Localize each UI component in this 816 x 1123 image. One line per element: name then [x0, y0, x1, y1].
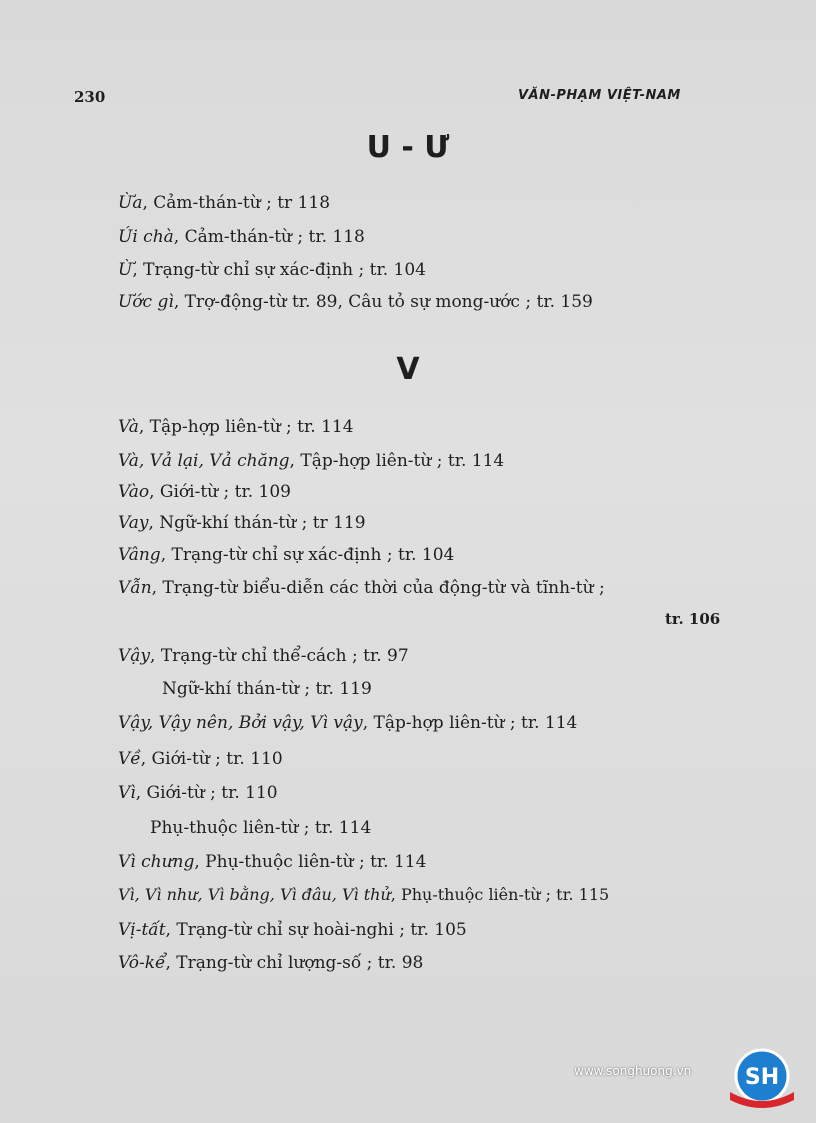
- entry-description: , Ngữ-khí thán-từ ; tr 119: [148, 513, 366, 533]
- entry-description: , Trạng-từ biểu-diễn các thời của động-từ và tĩnh-từ ;: [151, 578, 605, 598]
- entry-term: Vẫn: [118, 578, 152, 598]
- entry-description: Phụ-thuộc liên-từ ; tr. 114: [150, 818, 372, 838]
- index-entry: [118, 482, 291, 502]
- entry-term: Ừ: [118, 260, 133, 280]
- index-entry: [118, 885, 609, 904]
- entry-term: Vào: [118, 482, 150, 502]
- index-entry: [118, 578, 605, 598]
- entry-term: Về: [118, 749, 141, 769]
- entry-description: , Cảm-thán-từ ; tr. 118: [173, 227, 365, 247]
- index-entry: [118, 852, 426, 872]
- entry-description: , Giới-từ ; tr. 110: [135, 783, 278, 803]
- index-entry: [118, 545, 454, 565]
- entry-continuation: [665, 610, 720, 628]
- index-entry: [118, 193, 330, 213]
- entry-description: , Giới-từ ; tr. 109: [149, 482, 291, 502]
- entry-term: Ừa: [118, 193, 143, 213]
- entry-description: , Tập-hợp liên-từ ; tr. 114: [362, 713, 578, 733]
- entry-term: Vậy, Vậy nên, Bởi vậy, Vì vậy: [118, 713, 363, 733]
- entry-term: Vậy: [118, 646, 151, 666]
- entry-term: Vâng: [118, 545, 161, 565]
- index-entry: [118, 749, 283, 769]
- entry-term: Và: [118, 417, 139, 437]
- entry-term: Và, Vả lại, Vả chăng: [118, 451, 290, 471]
- entry-term: Vị-tất: [118, 920, 166, 940]
- running-title: VĂN-PHẠM VIỆT-NAM: [518, 88, 681, 103]
- index-entry: [118, 292, 593, 312]
- entry-description: , Phụ-thuộc liên-từ ; tr. 115: [390, 885, 610, 904]
- entry-term: Vì, Vì như, Vì bằng, Vì đâu, Vì thử: [118, 885, 391, 904]
- entry-description: , Tập-hợp liên-từ ; tr. 114: [289, 451, 505, 471]
- entry-description: Ngữ-khí thán-từ ; tr. 119: [162, 679, 372, 699]
- entry-description: , Trạng-từ chỉ sự xác-định ; tr. 104: [160, 545, 455, 565]
- entry-term: Vô-kể: [118, 953, 166, 973]
- entry-description: , Trạng-từ chỉ sự hoài-nghi ; tr. 105: [165, 920, 467, 940]
- index-entry: [118, 260, 426, 280]
- entry-description: , Trạng-từ chỉ sự xác-định ; tr. 104: [132, 260, 426, 280]
- logo-text: SH: [744, 1065, 780, 1090]
- index-entry: [118, 953, 423, 973]
- index-entry: [118, 451, 504, 471]
- index-subentry: [162, 679, 372, 699]
- entry-term: Vay: [118, 513, 149, 533]
- entry-term: Úi chà: [118, 227, 174, 247]
- entry-description: , Trợ-động-từ tr. 89, Câu tỏ sự mong-ước ; tr. 159: [173, 292, 593, 312]
- entry-term: Ước gì: [118, 292, 174, 312]
- index-entry: [118, 227, 365, 247]
- entry-term: Vì: [118, 783, 136, 803]
- entry-term: Vì chưng: [118, 852, 195, 872]
- index-entry: [118, 513, 366, 533]
- entry-description: , Giới-từ ; tr. 110: [140, 749, 283, 769]
- watermark-url: www.songhuong.vn: [574, 1064, 692, 1078]
- section-heading-u: U - Ư: [366, 130, 450, 165]
- section-heading-v: V: [396, 352, 420, 387]
- page-number: 230: [74, 88, 106, 106]
- entry-description: , Trạng-từ chỉ thể-cách ; tr. 97: [150, 646, 409, 666]
- entry-description: , Tập-hợp liên-từ ; tr. 114: [138, 417, 354, 437]
- index-entry: [118, 713, 577, 733]
- entry-description: , Trạng-từ chỉ lượng-số ; tr. 98: [165, 953, 424, 973]
- entry-description: , Cảm-thán-từ ; tr 118: [142, 193, 331, 213]
- index-entry: [118, 783, 278, 803]
- entry-description: tr. 106: [665, 610, 721, 628]
- index-entry: [118, 646, 409, 666]
- index-entry: [118, 417, 354, 437]
- entry-description: , Phụ-thuộc liên-từ ; tr. 114: [194, 852, 427, 872]
- index-subentry: [150, 818, 371, 838]
- songhuong-logo-icon: [726, 1048, 798, 1108]
- index-entry: [118, 920, 467, 940]
